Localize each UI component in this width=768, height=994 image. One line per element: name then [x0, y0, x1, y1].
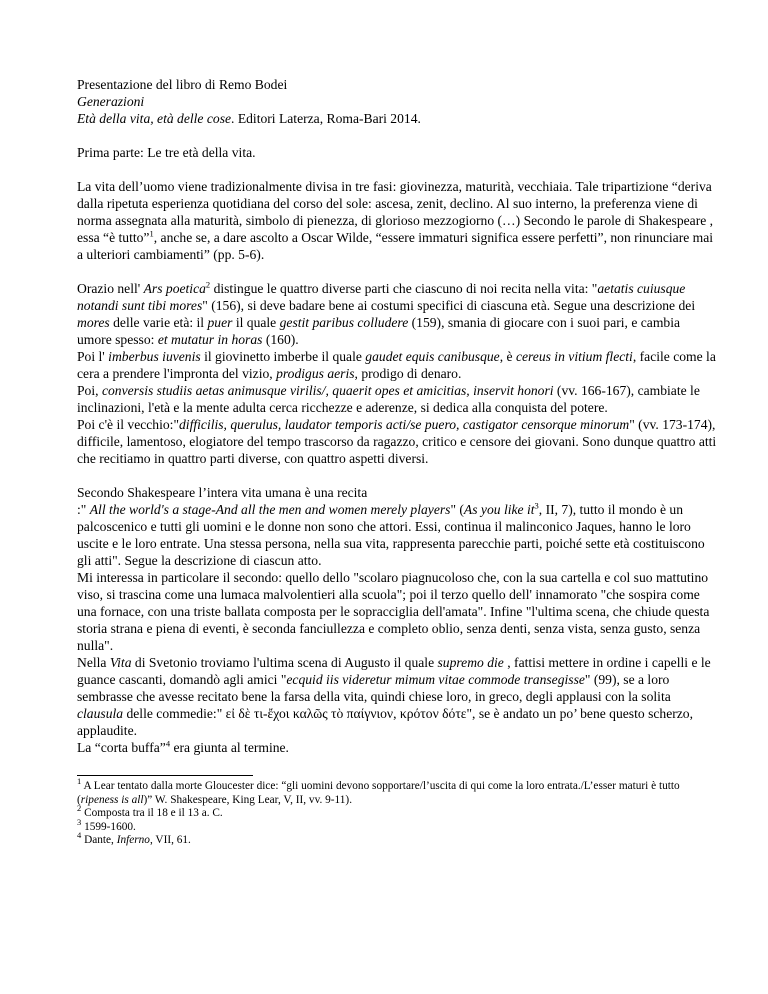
paragraph-7: Mi interessa in particolare il secondo: quello dello "scolaro piagnucoloso che, con la sua cartella e col suo mattutino viso, si trascina come una lumaca malvolentieri alla scuola"; poi il terzo quello dell' innamorato "che sospira come una fornace, con una triste ballata composta per le sopracciglia dell'amata". Infine "l'ultima scena, che chiude questa storia strana e piena di eventi, è seconda fanciullezza e completo oblio, senza denti, senza vista, senza gusto, senza nulla". — [77, 570, 710, 653]
paragraph-8: Nella Vita di Svetonio troviamo l'ultima scena di Augusto il quale supremo die , fattisi mettere in ordine i capelli e le guance cascanti, domandò agli amici "ecquid iis videretur mimum vitae commode transegisse" (99), se a loro sembrasse che avesse recitato bene la farsa della vita, quindi chiese loro, in greco, degli applausi con la solita clausula delle commedie:" εἰ δὲ τι-ἔχοι καλῶς τὸ παίγνιον, κρότον δότε", se è andato un po’ bene questo scherzo, applaudite. — [77, 655, 711, 738]
paragraph-3: Poi l' imberbus iuvenis il giovinetto imberbe il quale gaudet equis canibusque, è cereus in vitium flecti, facile come la cera a prendere l'impronta del vizio, prodigus aeris, prodigo di denaro. — [77, 349, 716, 381]
footnote-separator — [77, 775, 253, 776]
paragraph-1: La vita dell’uomo viene tradizionalmente divisa in tre fasi: giovinezza, maturità, vecchiaia. Tale tripartizione “deriva dalla ripetuta esperienza quotidiana del corso del sole: ascesa, zenit, declino. Al suo interno, la preferenza viene di norma assegnata alla maturità, simbolo di pienezza, di glorioso mezzogiorno (…) Secondo le parole di Shakespeare , essa “è tutto”$^1$, anche se, a dare ascolto a Oscar Wilde, “essere immaturi significa essere perfetti”, non rinunciare mai a ulteriori cambiamenti” (pp. 5-6). — [77, 179, 714, 262]
footnote-4: $^4$ Dante, Inferno, VII, 61. — [77, 830, 191, 847]
paragraph-9: La “corta buffa”$^4$ era giunta al termine. — [77, 738, 289, 755]
footnote-1: $^1$ A Lear tentato dalla morte Gloucester dice: “gli uomini devono sopportare/l’uscita di qui come la loro entrata./L’esser maturi è tutto (ripeness is all)” W. Shakespeare, King Lear, V, II, vv. 9-11). — [77, 776, 680, 806]
document-header — [77, 76, 717, 127]
book-subtitle: Età della vita, età delle cose. Editori Laterza, Roma-Bari 2014. — [77, 111, 421, 126]
paragraph-2: Orazio nell' Ars poetica$^2$ distingue le quattro diverse parti che ciascuno di noi recita nella vita: "aetatis cuiusque notandi sunt tibi mores" (156), si deve badare bene ai costumi specifici di ciascuna età. Segue una descrizione dei mores delle varie età: il puer il quale gestit paribus colludere (159), smania di giocare con i suoi pari, e cambia umore spesso: et mutatur in horas (160). — [77, 279, 696, 347]
footnotes — [77, 776, 717, 848]
footnote-2: $^2$ Composta tra il 18 e il 13 a. C. — [77, 803, 223, 820]
book-title: Generazioni — [77, 94, 145, 109]
document-page — [77, 76, 717, 848]
footnote-ref-3: 3 — [534, 500, 539, 511]
paragraph-6: Secondo Shakespeare l’intera vita umana è una recita :" All the world's a stage-And all the men and women merely players" (As you like $it^3$, II, 7), tutto il mondo è un palcoscenico e tutti gli uomini e le donne non sono che attori. Essi, continua il malinconico Jaques, hanno le loro uscite e le loro entrate. Una stessa persona, nella sua vita, rappresenta parecchie parti, poiché sette età costituiscono gli atti". Segue la descrizione di ciascun atto. — [77, 485, 705, 568]
footnote-ref-4: 4 — [165, 738, 171, 749]
footnote-ref-1: 1 — [149, 228, 154, 239]
paragraph-5: Poi c'è il vecchio:"difficilis, querulus, laudator temporis acti/se puero, castigator censorque minorum" (vv. 173-174), difficile, lamentoso, elogiatore del tempo trascorso da ragazzo, critico e censore dei giovani. Sono dunque quattro atti che recitiamo in quattro parti diverse, con quattro aspetti diversi. — [77, 417, 717, 466]
header-line: Presentazione del libro di Remo Bodei — [77, 77, 288, 92]
part-title: Prima parte: Le tre età della vita. — [77, 145, 256, 160]
footnote-ref-2: 2 — [205, 279, 211, 290]
paragraph-4: Poi, conversis studiis aetas animusque virilis/, quaerit opes et amicitias, inservit honori (vv. 166-167), cambiate le inclinazioni, l'età e la mente adulta cerca ricchezze e aderenze, si dedica alla conquista del potere. — [77, 383, 700, 415]
footnote-3: $^3$ 1599-1600. — [77, 817, 136, 833]
